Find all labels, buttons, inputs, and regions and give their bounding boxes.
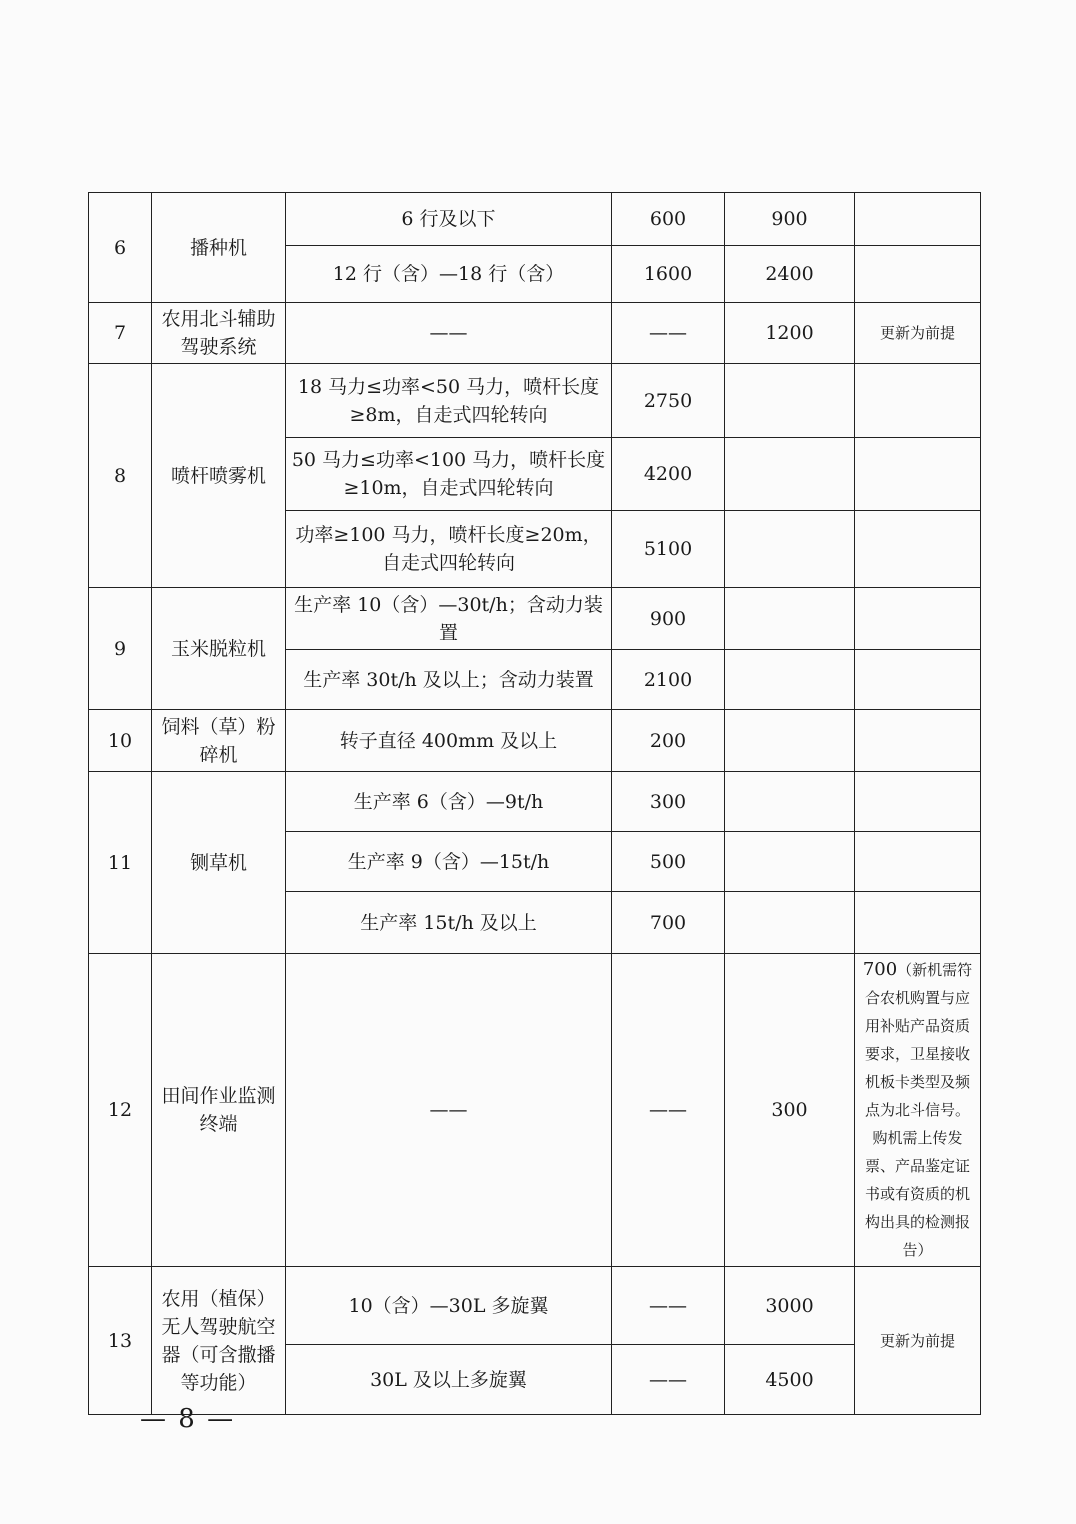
table-row [89,364,981,438]
spec-cell: 生产率 9（含）—15t/h [286,832,612,892]
amount-b-cell: 900 [725,193,855,246]
amount-b-cell: 300 [725,954,855,1267]
amount-a-cell: 4200 [612,438,725,511]
spec-cell: 12 行（含）—18 行（含） [286,246,612,303]
page-number: — 8 — [140,1404,236,1434]
table-row [89,1267,981,1345]
amount-a-cell: 900 [612,588,725,650]
spec-cell: 转子直径 400mm 及以上 [286,710,612,772]
note-cell [855,954,981,1267]
note-text: （新机需符合农机购置与应用补贴产品资质要求，卫星接收机板卡类型及频点为北斗信号。购机需上传发票、产品鉴定证书或有资质的机构出具的检测报告） [864,961,973,1259]
spec-cell: —— [286,303,612,364]
note-cell [855,246,981,303]
spec-cell: 6 行及以下 [286,193,612,246]
amount-a-cell: 200 [612,710,725,772]
amount-a-cell: 2750 [612,364,725,438]
amount-b-cell [725,832,855,892]
amount-b-cell [725,650,855,710]
note-cell [855,193,981,246]
spec-cell: —— [286,954,612,1267]
table-row [89,710,981,772]
machine-name-cell: 铡草机 [152,772,286,954]
table-row [89,193,981,246]
amount-a-cell: 5100 [612,511,725,588]
spec-cell: 10（含）—30L 多旋翼 [286,1267,612,1345]
amount-b-cell [725,710,855,772]
subsidy-table [88,192,981,1415]
spec-cell: 生产率 6（含）—9t/h [286,772,612,832]
spec-cell: 50 马力≤功率<100 马力，喷杆长度≥10m，自走式四轮转向 [286,438,612,511]
machine-name-cell: 农用（植保）无人驾驶航空器（可含撒播等功能） [152,1267,286,1415]
amount-b-cell: 2400 [725,246,855,303]
amount-a-cell: 600 [612,193,725,246]
note-cell [855,710,981,772]
machine-name-cell: 喷杆喷雾机 [152,364,286,588]
spec-cell: 生产率 15t/h 及以上 [286,892,612,954]
machine-name-cell: 农用北斗辅助驾驶系统 [152,303,286,364]
amount-a-cell: 700 [612,892,725,954]
spec-cell: 生产率 10（含）—30t/h；含动力装置 [286,588,612,650]
table-row [89,588,981,650]
amount-b-cell [725,438,855,511]
seq-cell: 12 [89,954,152,1267]
note-cell [855,772,981,832]
spec-cell: 功率≥100 马力，喷杆长度≥20m，自走式四轮转向 [286,511,612,588]
note-cell: 更新为前提 [855,303,981,364]
note-cell [855,588,981,650]
amount-b-cell [725,364,855,438]
note-cell [855,892,981,954]
table-row [89,772,981,832]
table-row [89,954,981,1267]
machine-name-cell: 播种机 [152,193,286,303]
amount-b-cell [725,892,855,954]
seq-cell: 10 [89,710,152,772]
machine-name-cell: 田间作业监测终端 [152,954,286,1267]
amount-a-cell: —— [612,1267,725,1345]
amount-a-cell: —— [612,1345,725,1415]
amount-b-cell [725,511,855,588]
note-cell [855,650,981,710]
amount-b-cell: 1200 [725,303,855,364]
seq-cell: 11 [89,772,152,954]
note-lead-value: 700 [862,959,898,980]
table-row [89,303,981,364]
amount-a-cell: 300 [612,772,725,832]
spec-cell: 30L 及以上多旋翼 [286,1345,612,1415]
amount-b-cell [725,772,855,832]
note-cell [855,364,981,438]
spec-cell: 生产率 30t/h 及以上；含动力装置 [286,650,612,710]
amount-a-cell: —— [612,303,725,364]
spec-cell: 18 马力≤功率<50 马力，喷杆长度≥8m，自走式四轮转向 [286,364,612,438]
seq-cell: 13 [89,1267,152,1415]
note-cell [855,511,981,588]
seq-cell: 8 [89,364,152,588]
amount-a-cell: —— [612,954,725,1267]
amount-b-cell [725,588,855,650]
machine-name-cell: 饲料（草）粉碎机 [152,710,286,772]
machine-name-cell: 玉米脱粒机 [152,588,286,710]
amount-b-cell: 4500 [725,1345,855,1415]
note-cell [855,438,981,511]
note-cell [855,832,981,892]
amount-b-cell: 3000 [725,1267,855,1345]
seq-cell: 9 [89,588,152,710]
note-cell: 更新为前提 [855,1267,981,1415]
amount-a-cell: 500 [612,832,725,892]
seq-cell: 6 [89,193,152,303]
amount-a-cell: 1600 [612,246,725,303]
seq-cell: 7 [89,303,152,364]
amount-a-cell: 2100 [612,650,725,710]
